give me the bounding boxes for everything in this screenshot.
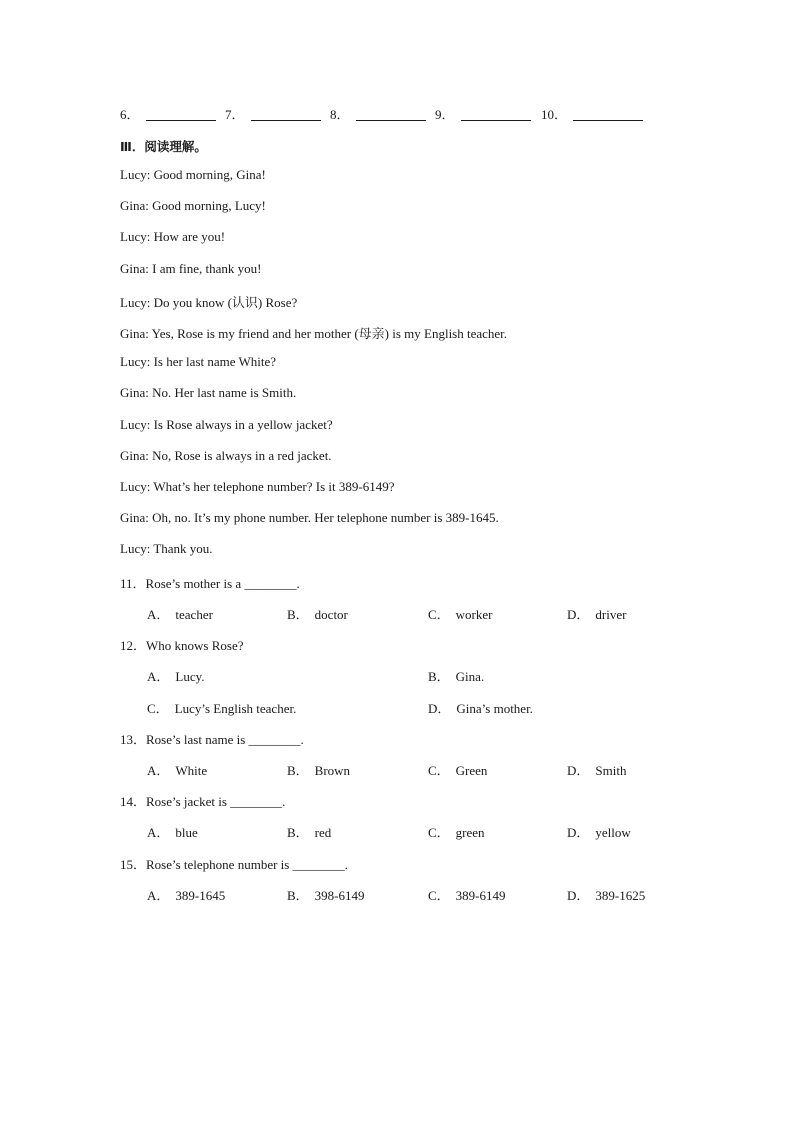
option-text: 389-1645 bbox=[175, 888, 226, 903]
option-text: worker bbox=[455, 607, 493, 622]
option-letter: B． bbox=[428, 669, 450, 684]
option-letter: B． bbox=[287, 763, 309, 778]
dialog-line: Lucy: Is her last name White? bbox=[120, 354, 277, 369]
dialog-line: Gina: Good morning, Lucy! bbox=[120, 198, 266, 213]
question-13-stem: 13．Rose’s last name is ________. bbox=[120, 732, 304, 747]
blank-line[interactable] bbox=[251, 107, 321, 121]
dialog-line: Gina: I am fine, thank you! bbox=[120, 261, 262, 276]
option-text: blue bbox=[175, 825, 198, 840]
option-text: 398-6149 bbox=[314, 888, 365, 903]
dialog-line: Lucy: Thank you. bbox=[120, 541, 213, 556]
option-text: Lucy. bbox=[175, 669, 205, 684]
blank-line[interactable] bbox=[146, 107, 216, 121]
question-14-option-c[interactable] bbox=[428, 822, 485, 841]
section-title: Ⅲ．阅读理解。 bbox=[120, 139, 207, 154]
dialog-line: Lucy: What’s her telephone number? Is it 389-6149? bbox=[120, 479, 395, 494]
option-letter: D． bbox=[567, 888, 590, 903]
option-text: Gina’s mother. bbox=[456, 701, 533, 716]
answer-blank-8[interactable] bbox=[330, 104, 435, 123]
question-11-option-c[interactable] bbox=[428, 604, 493, 623]
answer-blank-9[interactable] bbox=[435, 104, 541, 123]
blank-number: 8． bbox=[330, 107, 350, 122]
blank-line[interactable] bbox=[356, 107, 426, 121]
question-15-option-c[interactable] bbox=[428, 885, 506, 904]
option-letter: D． bbox=[567, 607, 590, 622]
dialog-line: Gina: No, Rose is always in a red jacket. bbox=[120, 448, 332, 463]
option-letter: A． bbox=[147, 763, 170, 778]
question-14-stem: 14．Rose’s jacket is ________. bbox=[120, 794, 286, 809]
blank-line[interactable] bbox=[461, 107, 531, 121]
question-13-option-c[interactable] bbox=[428, 760, 487, 779]
blank-number: 7． bbox=[225, 107, 245, 122]
question-15-option-d[interactable] bbox=[567, 885, 645, 904]
question-15-option-b[interactable] bbox=[287, 885, 365, 904]
question-14-option-a[interactable] bbox=[147, 822, 198, 841]
blank-number: 10． bbox=[541, 107, 568, 122]
option-letter: A． bbox=[147, 669, 170, 684]
answer-blank-6[interactable] bbox=[120, 104, 225, 123]
dialog-line: Lucy: Do you know (认识) Rose? bbox=[120, 295, 298, 310]
option-letter: C． bbox=[147, 701, 169, 716]
question-15-stem: 15．Rose’s telephone number is ________. bbox=[120, 857, 348, 872]
question-12-option-a[interactable] bbox=[147, 666, 205, 685]
option-letter: C． bbox=[428, 607, 450, 622]
option-text: Gina. bbox=[455, 669, 485, 684]
option-text: Green bbox=[455, 763, 488, 778]
option-text: yellow bbox=[595, 825, 631, 840]
question-13-option-d[interactable] bbox=[567, 760, 626, 779]
option-letter: C． bbox=[428, 763, 450, 778]
option-letter: A． bbox=[147, 888, 170, 903]
question-11-option-b[interactable] bbox=[287, 604, 348, 623]
option-letter: A． bbox=[147, 607, 170, 622]
option-letter: D． bbox=[567, 763, 590, 778]
question-13-option-b[interactable] bbox=[287, 760, 350, 779]
question-11-option-d[interactable] bbox=[567, 604, 626, 623]
option-text: green bbox=[455, 825, 485, 840]
option-letter: A． bbox=[147, 825, 170, 840]
question-13-option-a[interactable] bbox=[147, 760, 207, 779]
answer-blank-7[interactable] bbox=[225, 104, 330, 123]
option-text: driver bbox=[595, 607, 627, 622]
option-text: teacher bbox=[175, 607, 213, 622]
blank-line[interactable] bbox=[573, 107, 643, 121]
option-text: red bbox=[314, 825, 332, 840]
question-15-option-a[interactable] bbox=[147, 885, 225, 904]
answer-blank-10[interactable] bbox=[541, 104, 643, 123]
option-text: 389-6149 bbox=[455, 888, 506, 903]
question-14-option-b[interactable] bbox=[287, 822, 331, 841]
question-12-option-c[interactable] bbox=[147, 698, 296, 717]
question-11-option-a[interactable] bbox=[147, 604, 213, 623]
option-text: Smith bbox=[595, 763, 627, 778]
option-text: Brown bbox=[314, 763, 351, 778]
option-letter: C． bbox=[428, 825, 450, 840]
option-letter: C． bbox=[428, 888, 450, 903]
option-text: Lucy’s English teacher. bbox=[174, 701, 297, 716]
option-letter: B． bbox=[287, 607, 309, 622]
question-12-option-b[interactable] bbox=[428, 666, 484, 685]
question-14-option-d[interactable] bbox=[567, 822, 631, 841]
question-12-option-d[interactable] bbox=[428, 698, 533, 717]
answer-blanks-row bbox=[120, 104, 643, 123]
dialog-line: Lucy: How are you! bbox=[120, 229, 226, 244]
option-text: White bbox=[175, 763, 208, 778]
dialog-line: Gina: Yes, Rose is my friend and her mother (母亲) is my English teacher. bbox=[120, 326, 508, 341]
question-12-stem: 12．Who knows Rose? bbox=[120, 638, 244, 653]
option-letter: D． bbox=[567, 825, 590, 840]
question-11-stem: 11．Rose’s mother is a ________. bbox=[120, 576, 300, 591]
option-letter: B． bbox=[287, 825, 309, 840]
dialog-line: Lucy: Good morning, Gina! bbox=[120, 167, 266, 182]
dialog-line: Gina: Oh, no. It’s my phone number. Her telephone number is 389-1645. bbox=[120, 510, 499, 525]
option-letter: D． bbox=[428, 701, 451, 716]
option-text: 389-1625 bbox=[595, 888, 646, 903]
option-text: doctor bbox=[314, 607, 348, 622]
blank-number: 9． bbox=[435, 107, 455, 122]
option-letter: B． bbox=[287, 888, 309, 903]
dialog-line: Gina: No. Her last name is Smith. bbox=[120, 385, 297, 400]
dialog-line: Lucy: Is Rose always in a yellow jacket? bbox=[120, 417, 333, 432]
blank-number: 6． bbox=[120, 107, 140, 122]
